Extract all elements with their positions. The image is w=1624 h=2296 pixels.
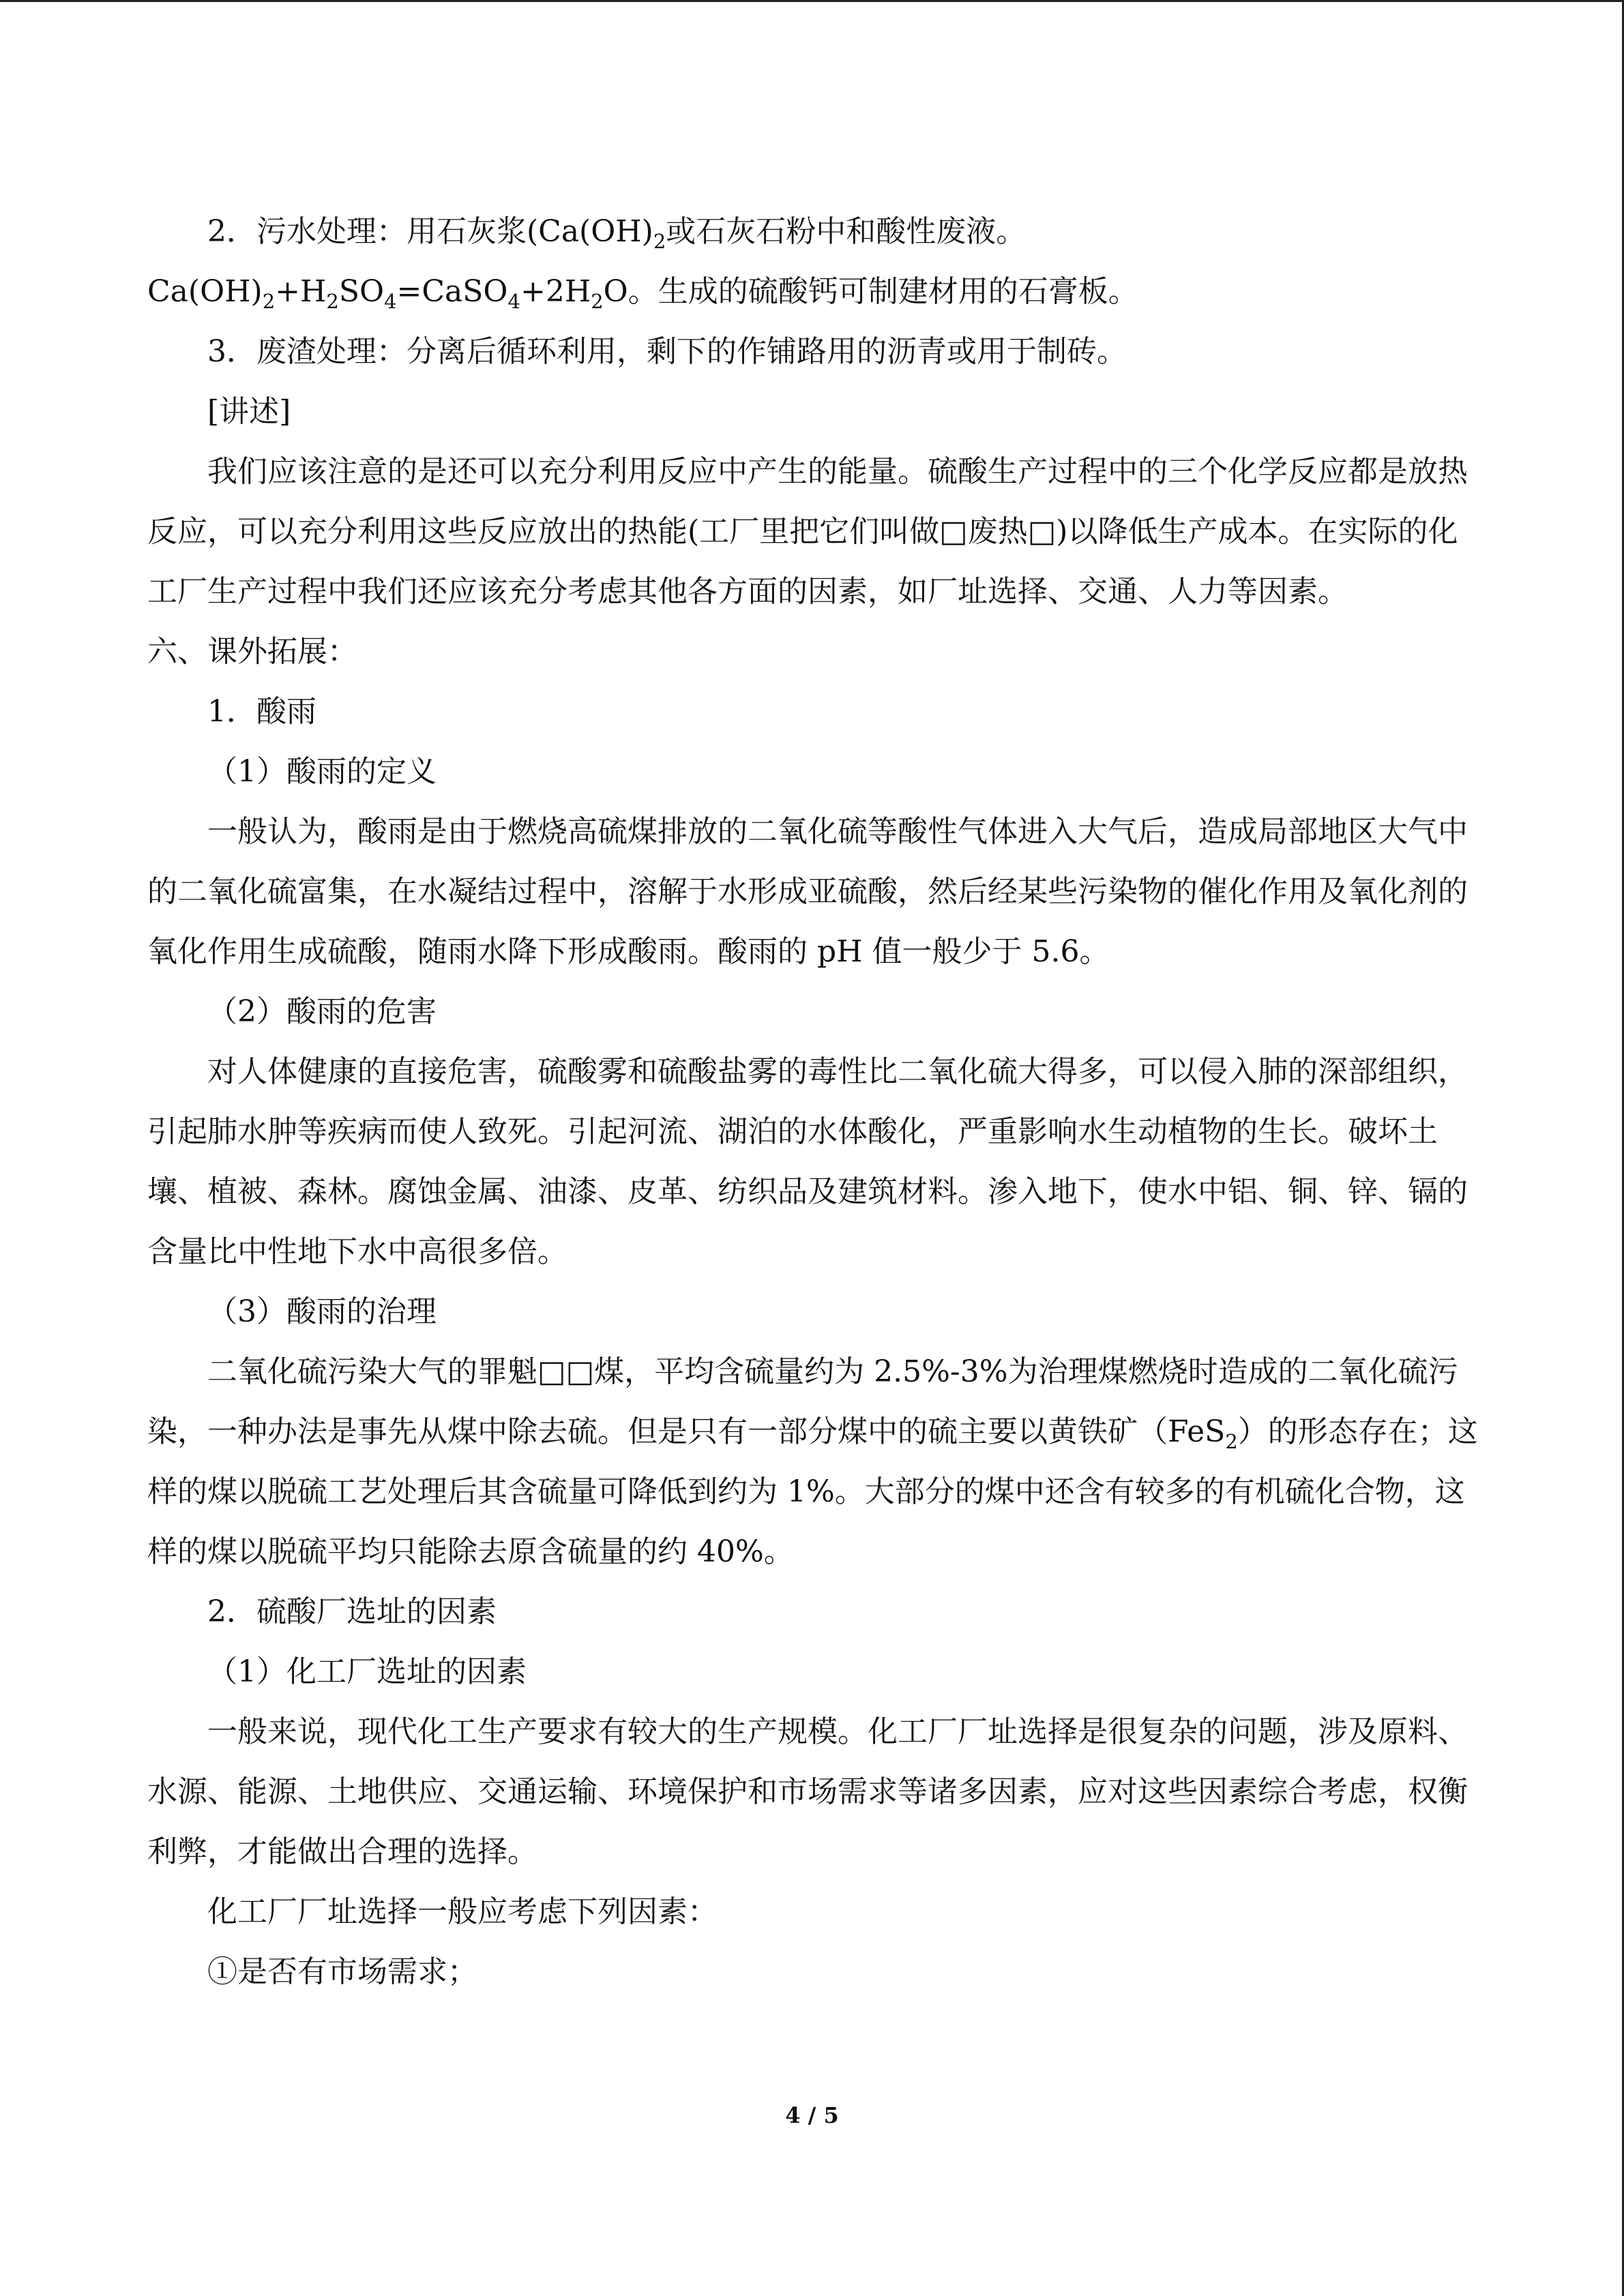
paragraph-siting-factors: 一般来说，现代化工生产要求有较大的生产规模。化工厂厂址选择是很复杂的问题，涉及原料、水源、能源、土地供应、交通运输、环境保护和市场需求等诸多因素，应对这些因素综合考虑，权衡利弊，才能做出合理的选择。 (147, 1714, 1468, 1869)
paragraph-siting-list-intro: 化工厂厂址选择一般应考虑下列因素： (207, 1894, 718, 1929)
page-border-top (0, 0, 1624, 2)
subheading-plant-siting: 2．硫酸厂选址的因素 (207, 1594, 497, 1629)
paragraph-reaction-equation: $Ca(OH)_2+H_2SO_4=CaSO_4+2H_2O$。生成的硫酸钙可制建材用的石膏板。 (147, 274, 1138, 313)
subheading-acid-rain-control: （3）酸雨的治理 (207, 1294, 437, 1329)
subheading-acid-rain-definition: （1）酸雨的定义 (207, 754, 437, 789)
paragraph-acid-rain-control: 二氧化硫污染大气的罪魁□□煤，平均含硫量约为 2.5%-3%为治理煤燃烧时造成的二氧化硫污染，一种办法是事先从煤中除去硫。但是只有一部分煤中的硫主要以黄铁矿（FeS$_2$）的形态存在；这样的煤以脱硫工艺处理后其含硫量可降低到约为 1%。大部分的煤中还含有较多的有机硫化合物，这样的煤以脱硫平均只能除去原含硫量的约 40%。 (147, 1354, 1478, 1569)
page-number: 4 / 5 (785, 2102, 839, 2128)
subheading-siting-factors: （1）化工厂选址的因素 (207, 1654, 527, 1689)
heading-lecture: [讲述] (207, 394, 291, 429)
paragraph-wastewater: 2．污水处理：用石灰浆($Ca(OH)_2$或石灰石粉中和酸性废液。 (207, 214, 1027, 253)
list-item-market-demand: ①是否有市场需求； (207, 1954, 477, 1989)
subheading-acid-rain-harm: （2）酸雨的危害 (207, 994, 437, 1029)
paragraph-waste-residue: 3．废渣处理：分离后循环利用，剩下的作铺路用的沥青或用于制砖。 (207, 334, 1127, 369)
paragraph-acid-rain-harm: 对人体健康的直接危害，硫酸雾和硫酸盐雾的毒性比二氧化硫大得多，可以侵入肺的深部组织，引起肺水肿等疾病而使人致死。引起河流、湖泊的水体酸化，严重影响水生动植物的生长。破坏土壤、植被、森林。腐蚀金属、油漆、皮革、纺织品及建筑材料。渗入地下，使水中铝、铜、锌、镉的含量比中性地下水中高很多倍。 (147, 1054, 1468, 1269)
section-heading-extension: 六、课外拓展： (147, 634, 357, 669)
paragraph-energy: 我们应该注意的是还可以充分利用反应中产生的能量。硫酸生产过程中的三个化学反应都是放热反应，可以充分利用这些反应放出的热能(工厂里把它们叫做□废热□)以降低生产成本。在实际的化工厂生产过程中我们还应该充分考虑其他各方面的因素，如厂址选择、交通、人力等因素。 (147, 454, 1468, 609)
paragraph-acid-rain-definition: 一般认为，酸雨是由于燃烧高硫煤排放的二氧化硫等酸性气体进入大气后，造成局部地区大气中的二氧化硫富集，在水凝结过程中，溶解于水形成亚硫酸，然后经某些污染物的催化作用及氧化剂的氧化作用生成硫酸，随雨水降下形成酸雨。酸雨的 pH 值一般少于 5.6。 (147, 814, 1468, 969)
document-body (147, 202, 1484, 2002)
subheading-acid-rain: 1．酸雨 (207, 694, 316, 729)
